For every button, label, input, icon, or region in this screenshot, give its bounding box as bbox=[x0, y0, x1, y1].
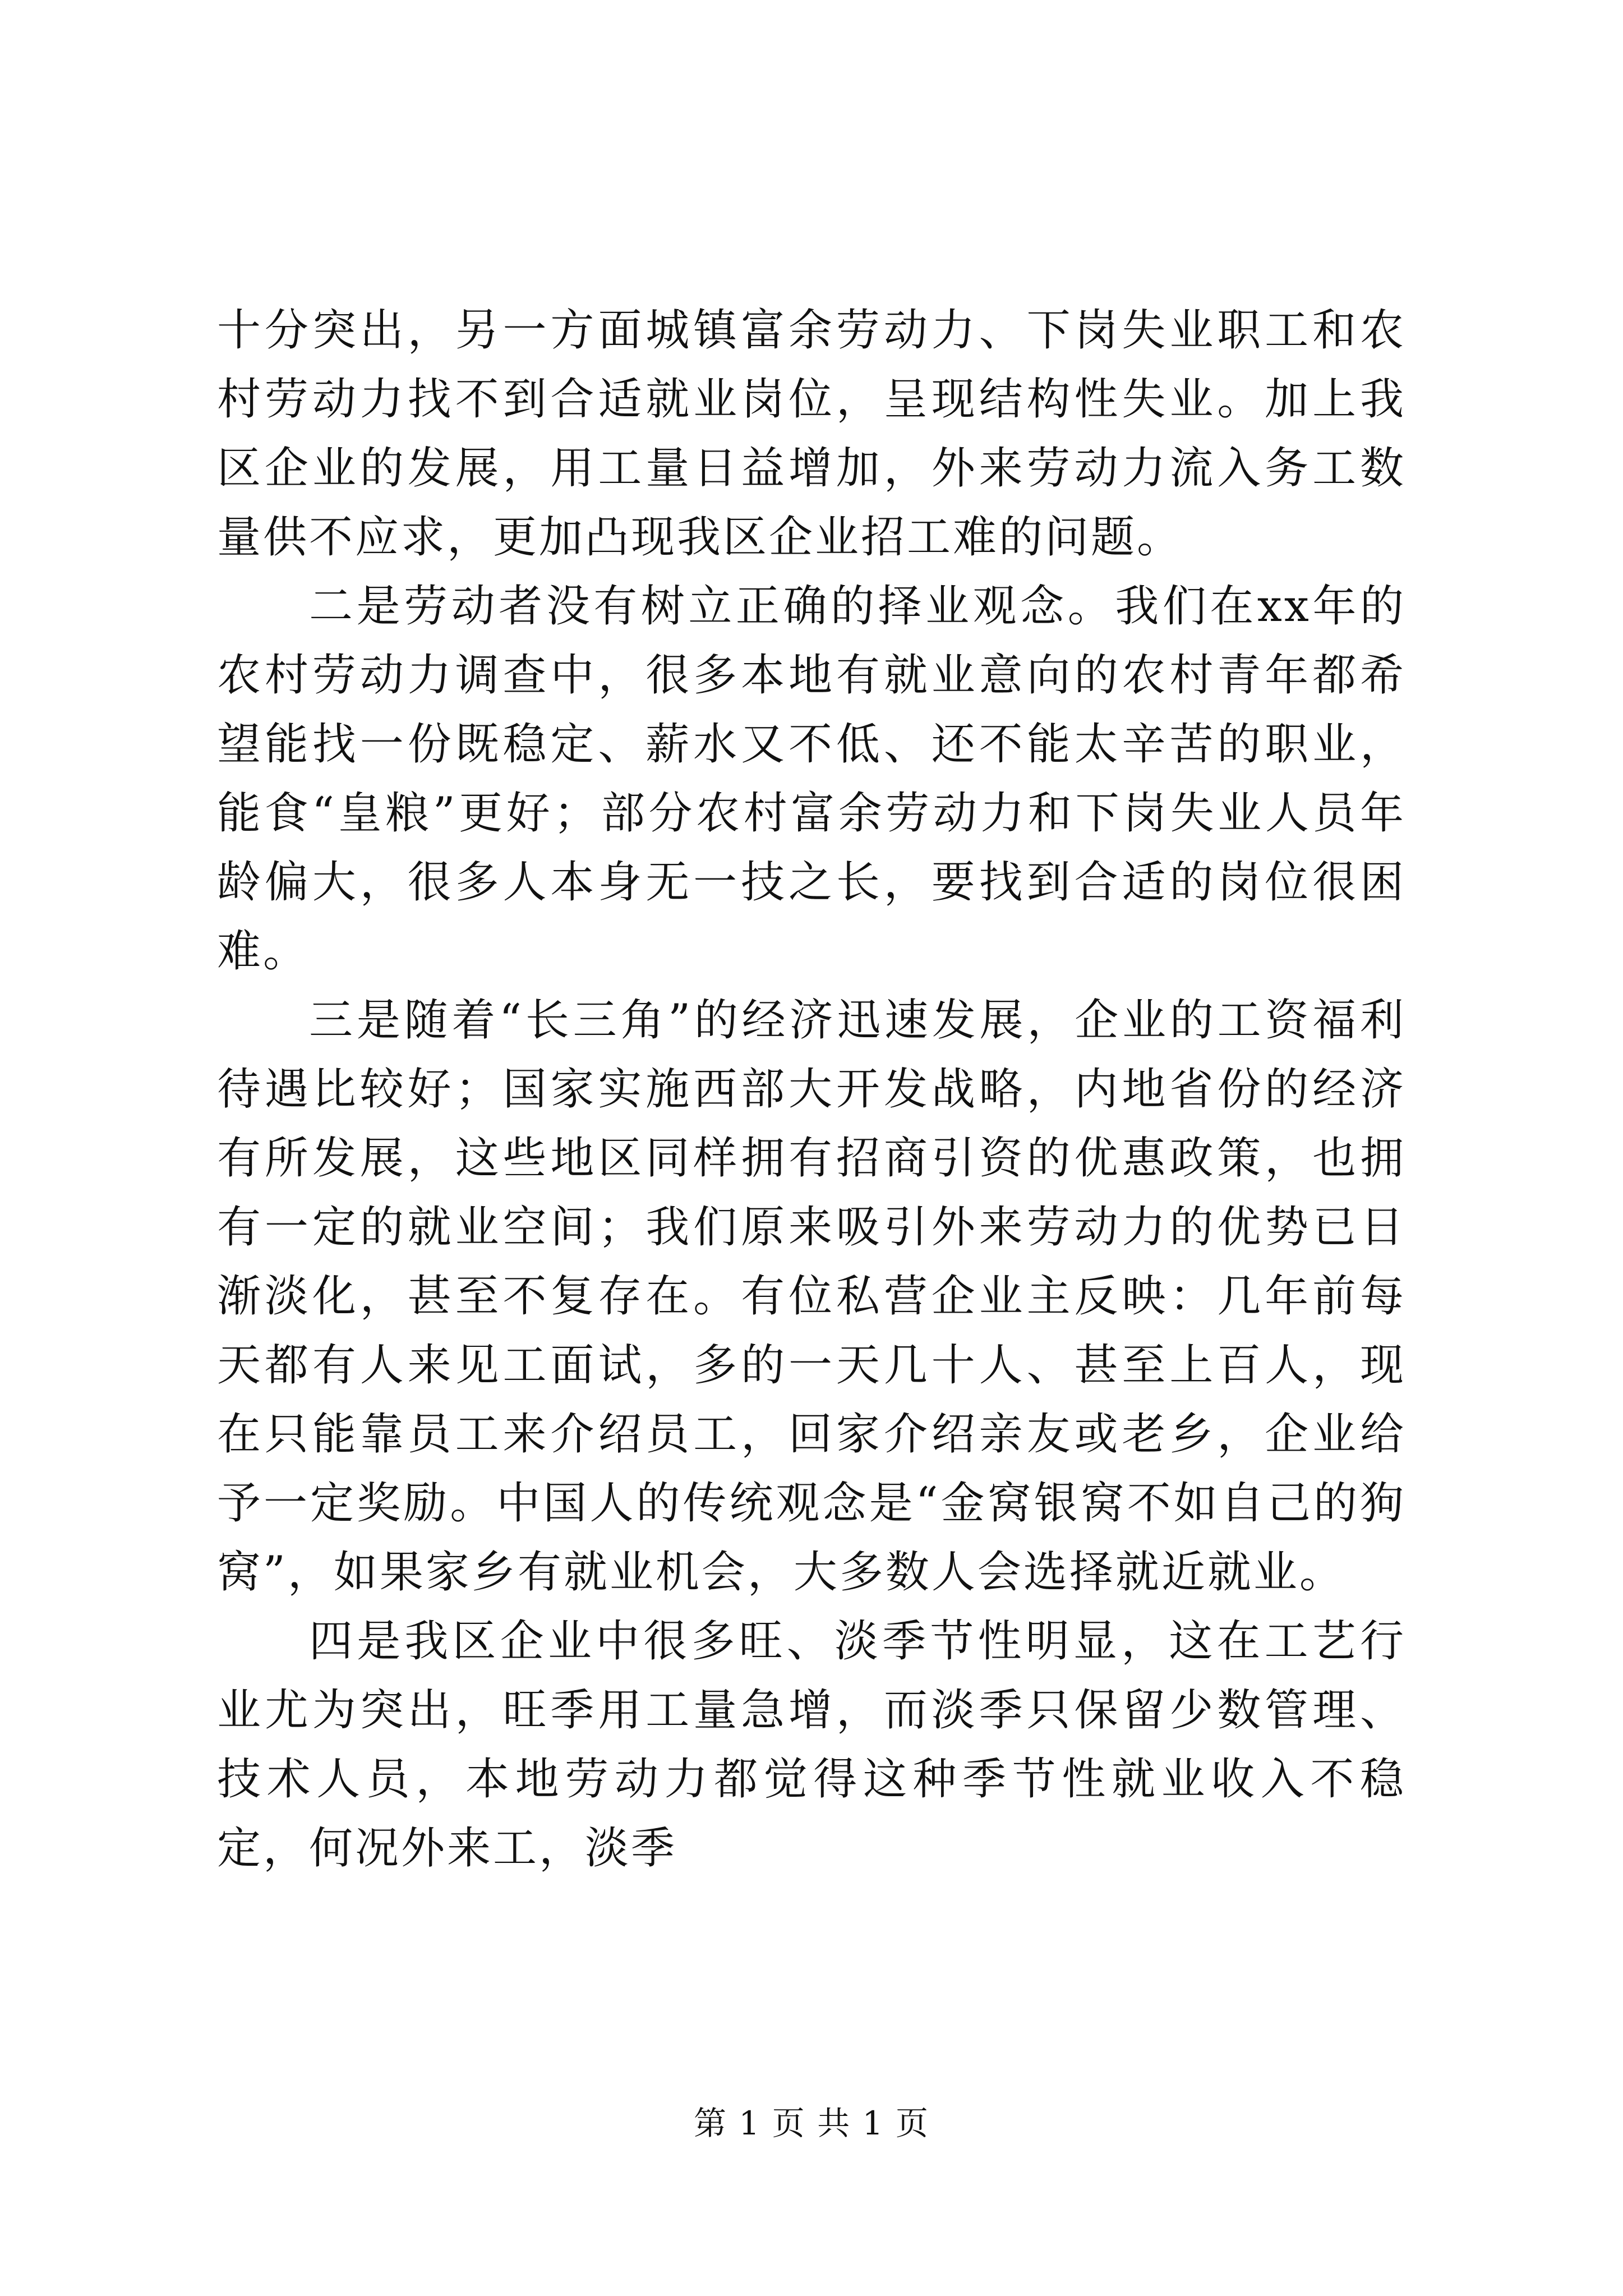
paragraph-fourth-point: 四是我区企业中很多旺、淡季节性明显，这在工艺行业尤为突出，旺季用工量急增，而淡季只保留少数管理、技术人员，本地劳动力都觉得这种季节性就业收入不稳定，何况外来工，淡季 bbox=[217, 1616, 1406, 1874]
paragraph-third-point: 三是随着“长三角”的经济迅速发展，企业的工资福利待遇比较好；国家实施西部大开发战略，内地省份的经济有所发展，这些地区同样拥有招商引资的优惠政策，也拥有一定的就业空间；我们原来吸引外来劳动力的优势已日渐淡化，甚至不复存在。有位私营企业主反映：几年前每天都有人来见工面试，多的一天几十人、甚至上百人，现在只能靠员工来介绍员工，回家介绍亲友或老乡，企业给予一定奖励。中国人的传统观念是“金窝银窝不如自己的狗窝”，如果家乡有就业机会，大多数人会选择就近就业。 bbox=[217, 995, 1406, 1598]
document-body bbox=[217, 296, 1406, 1883]
paragraph-second-point: 二是劳动者没有树立正确的择业观念。我们在xx年的农村劳动力调查中，很多本地有就业意向的农村青年都希望能找一份既稳定、薪水又不低、还不能太辛苦的职业，能食“皇粮”更好；部分农村富余劳动力和下岗失业人员年龄偏大，很多人本身无一技之长，要找到合适的岗位很困难。 bbox=[217, 581, 1406, 977]
page-footer: 第 1 页 共 1 页 bbox=[694, 2104, 929, 2142]
paragraph-continuation: 十分突出，另一方面城镇富余劳动力、下岗失业职工和农村劳动力找不到合适就业岗位，呈现结构性失业。加上我区企业的发展，用工量日益增加，外来劳动力流入务工数量供不应求，更加凸现我区企业招工难的问题。 bbox=[217, 305, 1406, 563]
